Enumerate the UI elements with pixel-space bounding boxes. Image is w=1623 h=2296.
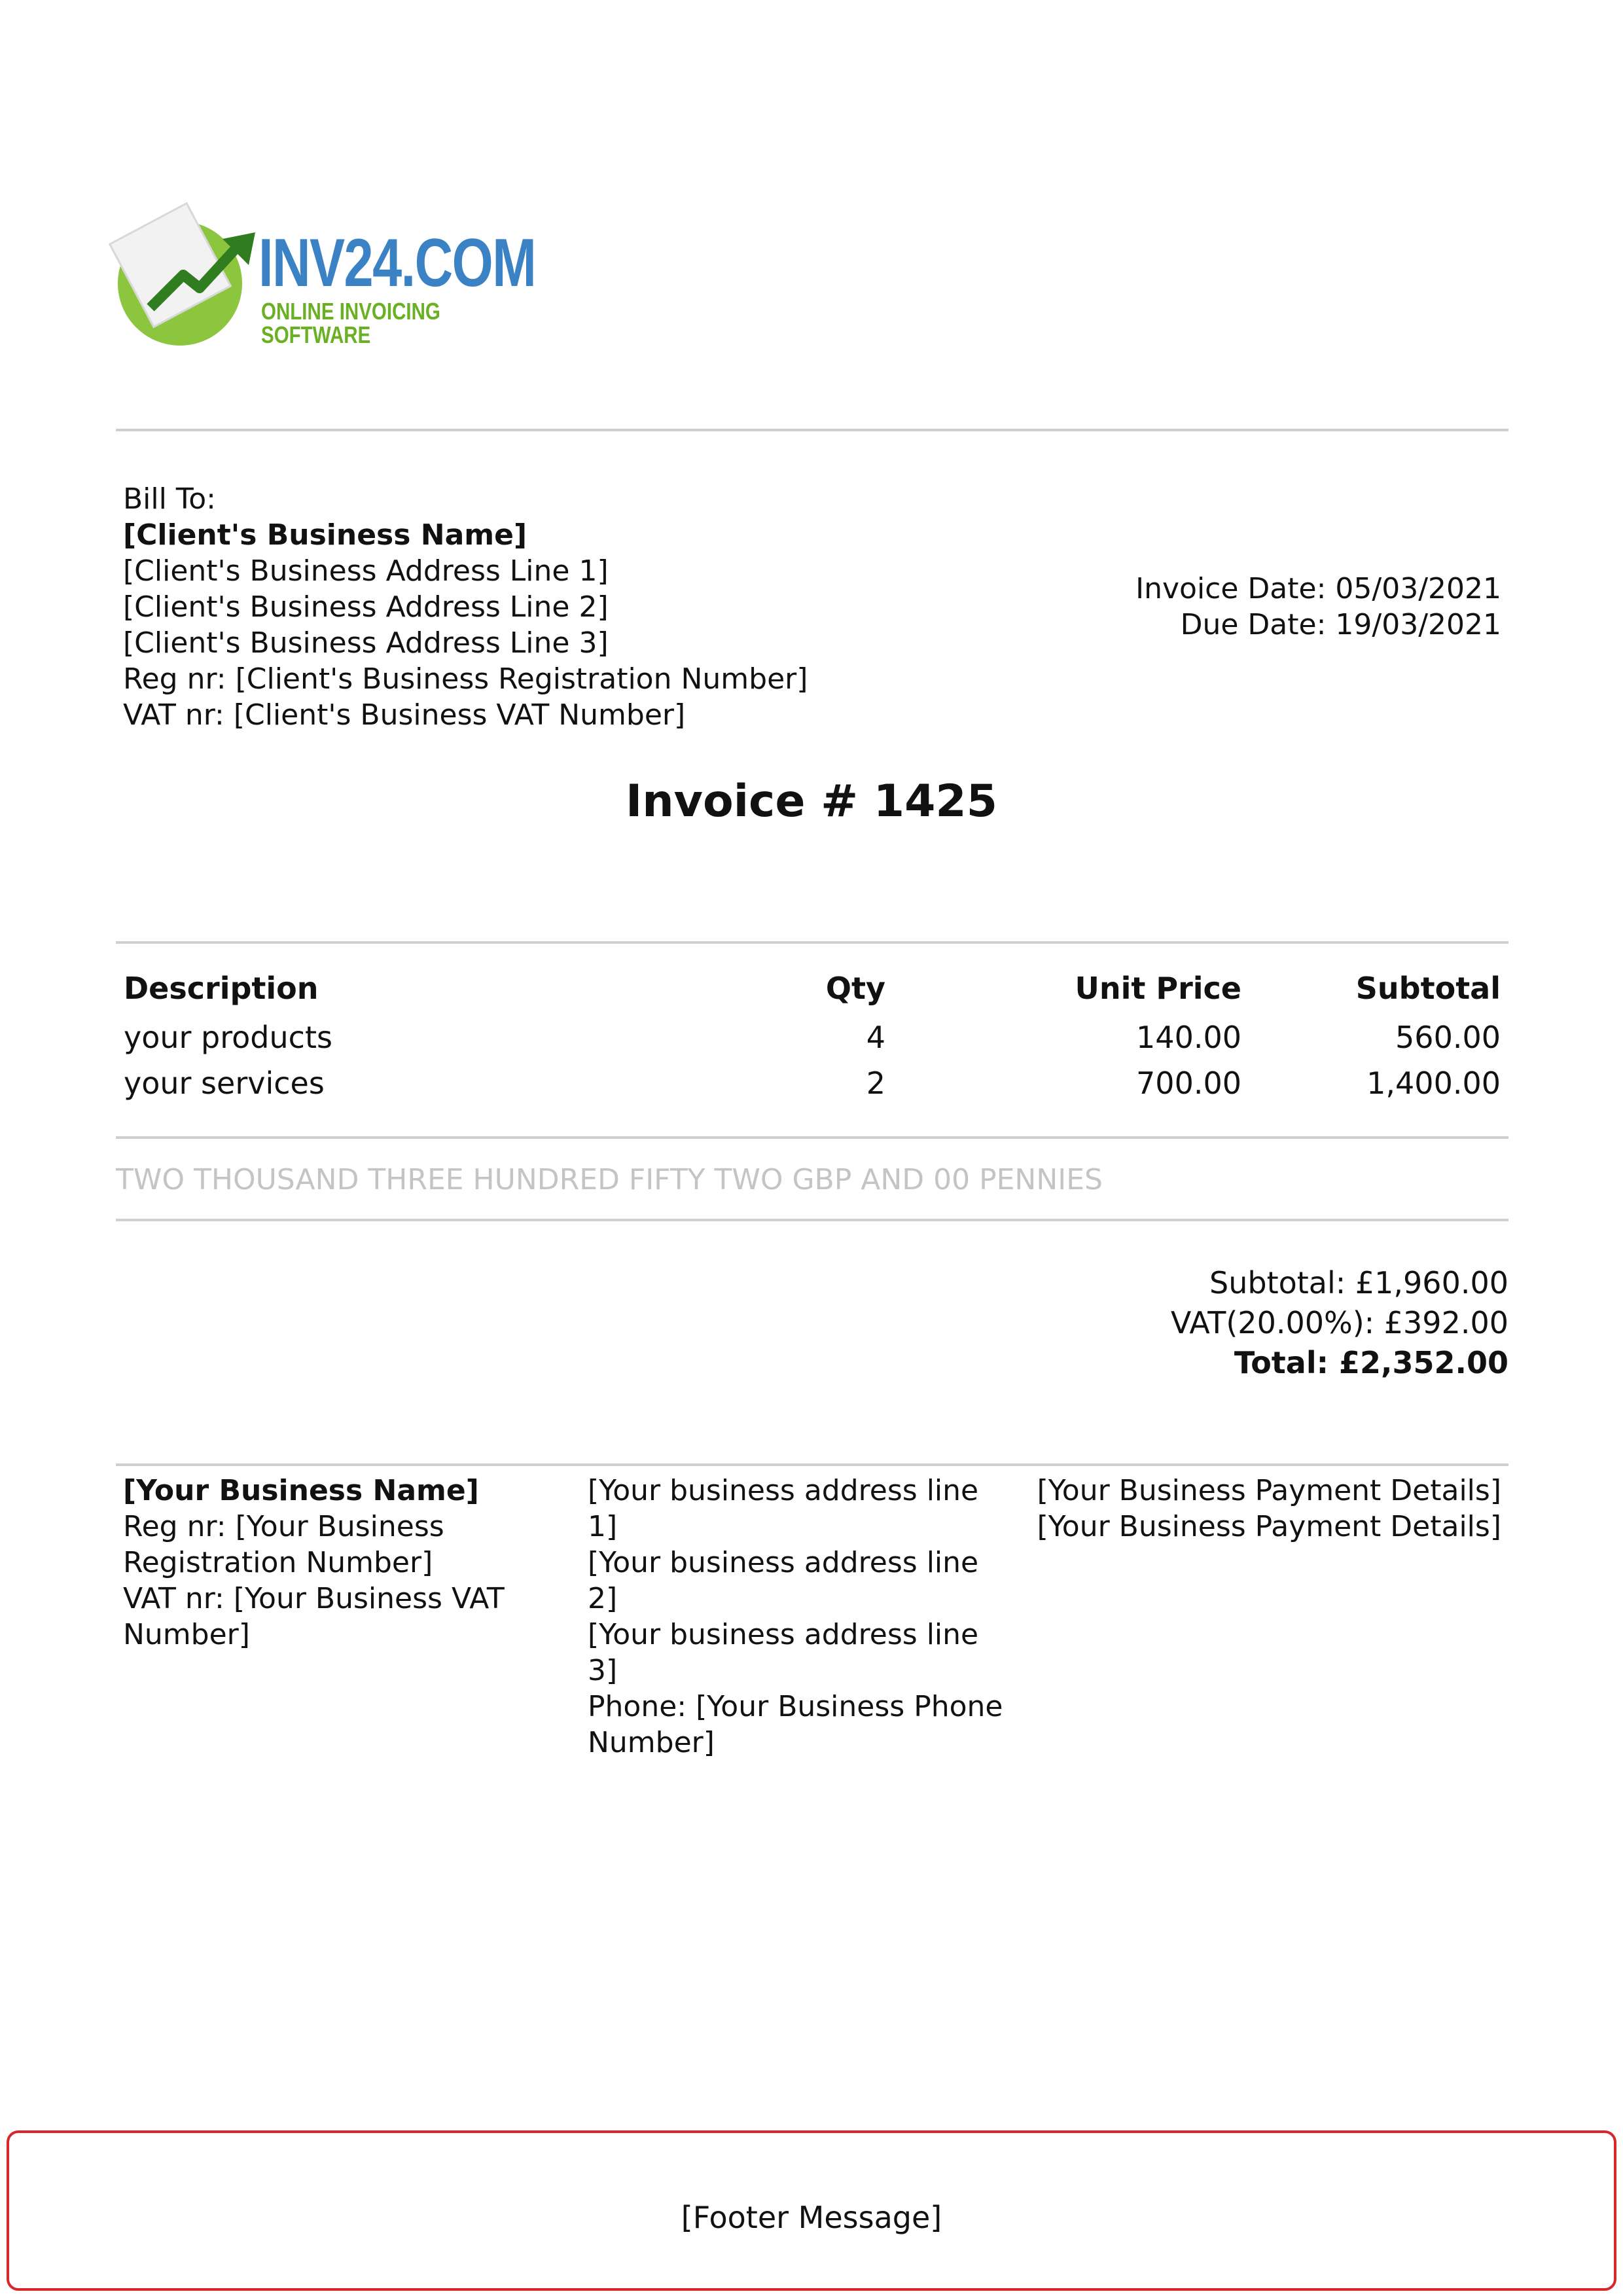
item-unit-price: 140.00 xyxy=(1136,1020,1241,1055)
amount-in-words: TWO THOUSAND THREE HUNDRED FIFTY TWO GBP AND 00 PENNIES xyxy=(116,1163,1103,1196)
company-logo xyxy=(118,209,536,348)
client-address-line-1: [Client's Business Address Line 1] xyxy=(123,554,609,588)
business-address-line-1: [Your business address line 1] xyxy=(588,1474,979,1543)
item-unit-price: 700.00 xyxy=(1136,1066,1241,1101)
header-qty: Qty xyxy=(825,971,885,1006)
logo-tagline: ONLINE INVOICING SOFTWARE xyxy=(261,298,440,348)
item-description: your products xyxy=(124,1020,332,1055)
payment-details-line-2: [Your Business Payment Details] xyxy=(1037,1510,1501,1543)
business-address-line-2: [Your business address line 2] xyxy=(588,1546,979,1615)
business-vat-number: VAT nr: [Your Business VAT Number] xyxy=(123,1582,505,1651)
logo-growth-arrow-icon xyxy=(144,223,262,321)
client-address-line-3: [Client's Business Address Line 3] xyxy=(123,626,609,660)
words-divider xyxy=(116,1219,1508,1221)
item-description: your services xyxy=(124,1066,325,1101)
business-phone: Phone: [Your Business Phone Number] xyxy=(588,1690,1003,1759)
client-address-line-2: [Client's Business Address Line 2] xyxy=(123,590,609,624)
item-subtotal: 1,400.00 xyxy=(1366,1066,1501,1101)
footer-info-divider xyxy=(116,1463,1508,1466)
due-date: Due Date: 19/03/2021 xyxy=(1180,608,1501,641)
logo-brand-text: INV24.COM xyxy=(259,225,536,301)
totals-vat: VAT(20.00%): £392.00 xyxy=(1170,1305,1508,1340)
line-items-table xyxy=(116,962,1508,1106)
payment-details xyxy=(1037,1473,1501,1545)
payment-details-line-1: [Your Business Payment Details] xyxy=(1037,1474,1501,1507)
invoice-date: Invoice Date: 05/03/2021 xyxy=(1135,572,1501,605)
business-name: [Your Business Name] xyxy=(123,1474,479,1507)
item-qty: 4 xyxy=(866,1020,885,1055)
items-bottom-divider xyxy=(116,1136,1508,1139)
table-header-row xyxy=(116,962,1508,1014)
header-subtotal: Subtotal xyxy=(1355,971,1501,1006)
client-vat-number: VAT nr: [Client's Business VAT Number] xyxy=(123,698,686,732)
header-unit-price: Unit Price xyxy=(1075,971,1241,1006)
totals-block xyxy=(1171,1263,1508,1383)
item-subtotal: 560.00 xyxy=(1395,1020,1501,1055)
business-reg-number: Reg nr: [Your Business Registration Number] xyxy=(123,1510,444,1579)
table-row xyxy=(116,1060,1508,1106)
footer-message: [Footer Message] xyxy=(681,2200,942,2235)
business-address-line-3: [Your business address line 3] xyxy=(588,1618,979,1687)
header-divider xyxy=(116,429,1508,431)
business-address xyxy=(588,1473,1007,1761)
header-description: Description xyxy=(124,971,319,1006)
bill-to-label: Bill To: xyxy=(123,482,216,516)
client-name: [Client's Business Name] xyxy=(123,518,527,552)
totals-subtotal: Subtotal: £1,960.00 xyxy=(1209,1265,1508,1300)
table-row xyxy=(116,1014,1508,1060)
invoice-title: Invoice # 1425 xyxy=(625,776,998,827)
invoice-dates xyxy=(1135,571,1501,643)
bill-to-block xyxy=(123,481,808,733)
totals-total: Total: £2,352.00 xyxy=(1234,1345,1508,1380)
client-reg-number: Reg nr: [Client's Business Registration Number] xyxy=(123,662,808,696)
items-top-divider xyxy=(116,941,1508,944)
item-qty: 2 xyxy=(866,1066,885,1101)
business-info xyxy=(123,1473,542,1653)
